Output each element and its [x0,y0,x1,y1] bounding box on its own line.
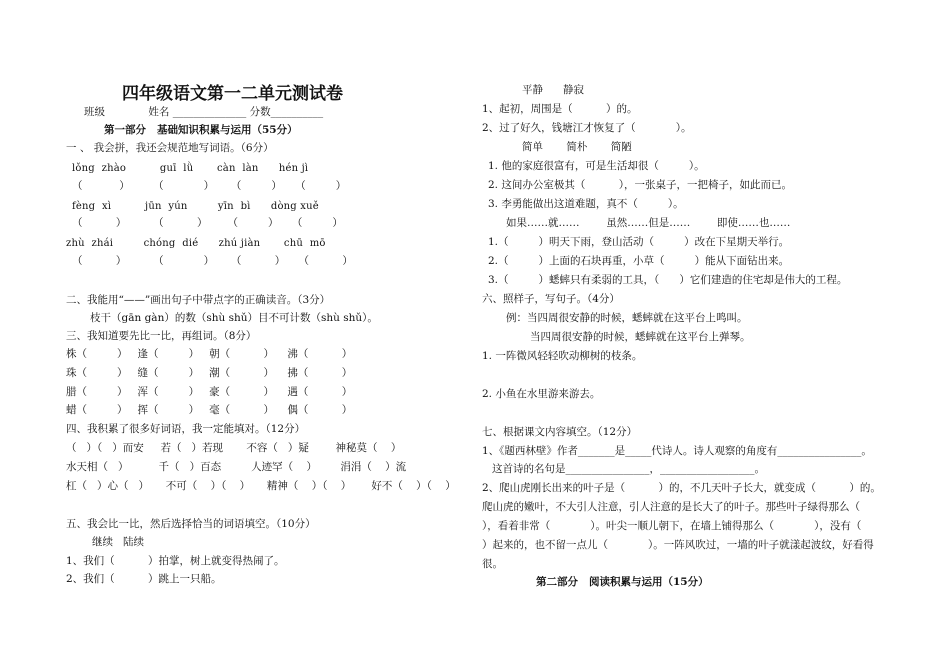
part1-heading: 第一部分 基础知识积累与运用（55分） [104,124,298,136]
compare-row-3: 腊（ ） 浑（ ） 豪（ ） 遇（ ） [66,386,353,398]
word-choice-2: 平静 静寂 [522,84,585,96]
compare-row-2: 珠（ ） 缝（ ） 潮（ ） 拂（ ） [66,367,353,379]
question-2-heading: 二、我能用“——”画出句子中带点字的正确读音。（3分） [66,294,331,306]
question-7-heading: 七、根据课文内容填空。（12分） [482,426,638,438]
rewrite-item-1: 1. 一阵微风轻轻吹动柳树的枝条。 [482,350,643,362]
answer-row-2: （ ） （ ） （ ） （ ） [72,217,343,229]
word-choice-1: 继续 陆续 [92,536,145,548]
fill-item-2: 2、我们（ ）跳上一只船。 [66,573,222,585]
idiom-row-3: 杠（ ）心（ ） 不可（ ）（ ） 精神（ ）（ ） 好不（ ）（ ） [66,480,456,492]
rewrite-item-2: 2. 小鱼在水里游来游去。 [482,388,601,400]
pinyin-row-3: zhù zhái chóng dié zhú jiàn chū mō [66,238,326,249]
compare-row-1: 株（ ） 逢（ ） 朝（ ） 沸（ ） [66,348,353,360]
question-1-heading: 一 、 我会拼，我还会规范地写词语。（6分） [66,142,274,154]
text-fill-line-4: 爬山虎的嫩叶，不大引人注意，引人注意的是长大了的叶子。那些叶子绿得那么（ [482,501,860,513]
fill-item-5: 1. 他的家庭很富有，可是生活却很（ ）。 [488,160,705,172]
fill-item-6: 2. 这间办公室极其（ ），一张桌子，一把椅子，如此而已。 [488,179,792,191]
text-fill-line-7: 很。 [482,558,503,570]
idiom-row-2: 水天相（ ） 千（ ）百态 人迹罕（ ） 涓涓（ ）流 [66,461,407,473]
example-line-1: 例：当四周很安静的时候，蟋蟀就在这平台上鸣叫。 [506,312,748,324]
question-3-heading: 三、我知道要先比一比，再组词。（8分） [66,330,257,342]
text-fill-line-6: ）起来的，也不留一点儿（ ）。一阵风吹过，一墙的叶子就漾起波纹，好看得 [482,539,874,551]
part2-heading: 第二部分 阅读积累与运用（15分） [536,576,709,588]
text-fill-line-3: 2、爬山虎刚长出来的叶子是（ ）的，不几天叶子长大，就变成（ ）的。 [482,482,881,494]
fill-item-9: 2.（ ）上面的石块再重，小草（ ）能从下面钻出来。 [488,255,790,267]
question-6-heading: 六、照样子，写句子。（4分） [482,293,620,305]
text-fill-line-2: 这首诗的名句是________________，__________________。 [482,463,766,475]
answer-row-3: （ ） （ ） （ ） （ ） [72,255,353,267]
fill-item-1: 1、我们（ ）拍掌，树上就变得热闹了。 [66,555,285,567]
text-fill-line-1: 1、《题西林壁》作者_______是_____代诗人。诗人观察的角度有________________。 [482,445,872,457]
text-fill-line-5: ），看着非常（ ）。叶尖一顺儿朝下，在墙上铺得那么（ ），没有（ [482,520,862,532]
example-line-2: 当四周很安静的时候，蟋蟀就在这平台上弹琴。 [530,331,751,343]
fill-item-4: 2、过了好久，钱塘江才恢复了（ ）。 [482,122,692,134]
idiom-row-1: （ ）（ ）而安 若（ ）若现 不容（ ）疑 神秘莫（ ） [66,442,402,454]
fill-item-3: 1、起初，周围是（ ）的。 [482,103,638,115]
word-choice-4: 如果……就…… 虽然……但是…… 即使……也…… [506,217,791,229]
question-4-heading: 四、我积累了很多好词语，我一定能填对。（12分） [66,423,306,435]
question-5-heading: 五、我会比一比，然后选择恰当的词语填空。（10分） [66,518,316,530]
pinyin-row-1: lǒng zhào guī lǜ càn làn hén jì [72,163,309,174]
word-choice-3: 简单 简朴 简陋 [522,141,632,153]
pinyin-row-2: fèng xì jūn yún yīn bì dòng xuě [72,201,319,212]
fill-item-8: 1.（ ）明天下雨，登山活动（ ）改在下星期天举行。 [488,236,790,248]
answer-row-1: （ ） （ ） （ ） （ ） [72,180,347,192]
compare-row-4: 蜡（ ） 挥（ ） 毫（ ） 偶（ ） [66,404,353,416]
fill-item-10: 3.（ ）蟋蟀只有柔弱的工具，（ ）它们建造的住宅却是伟大的工程。 [488,274,848,286]
page-title: 四年级语文第一二单元测试卷 [122,84,343,104]
student-info-line: 班级 姓名 ______________ 分数__________ [84,106,324,118]
fill-item-7: 3. 李勇能做出这道难题，真不（ ）。 [488,198,684,210]
question-2-sentence: 枝干（gān gàn）的数（shù shǔ）目不可计数（shù shǔ）。 [90,312,378,324]
